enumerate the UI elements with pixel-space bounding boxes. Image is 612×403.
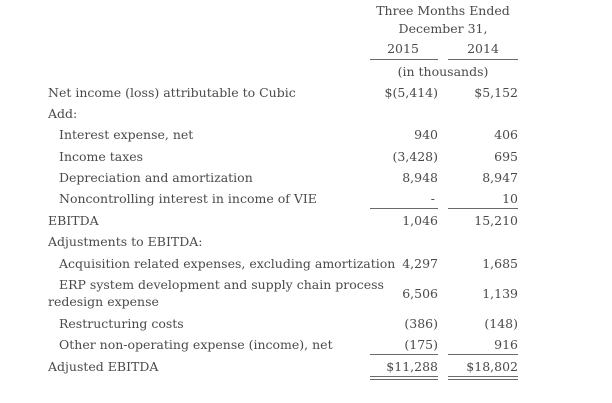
year-2015-underline <box>370 59 438 60</box>
double-rule-top-2014 <box>448 376 518 377</box>
row-label-net-income: Net income (loss) attributable to Cubic <box>48 85 296 100</box>
row-label-restructuring: Restructuring costs <box>59 316 184 331</box>
row-label-income-taxes: Income taxes <box>59 149 144 164</box>
period-heading-line2: December 31, <box>398 21 488 36</box>
row-value-2015-adjusted-ebitda: $11,288 <box>386 359 438 374</box>
row-value-2015-acquisition-expenses: 4,297 <box>402 256 438 271</box>
period-heading-line1: Three Months Ended <box>376 3 510 18</box>
year-2015-heading: 2015 <box>387 41 419 56</box>
double-rule-top-2015 <box>370 376 438 377</box>
total-rule-2015 <box>370 354 438 355</box>
total-rule-2014 <box>448 354 518 355</box>
row-value-2014-depreciation: 8,947 <box>482 170 518 185</box>
row-value-2014-income-taxes: 695 <box>494 149 518 164</box>
units-label: (in thousands) <box>397 64 489 79</box>
row-value-2014-interest-expense: 406 <box>494 127 518 142</box>
subtotal-rule-2015 <box>370 208 438 209</box>
double-rule-bottom-2014 <box>448 379 518 380</box>
row-label-acquisition-expenses: Acquisition related expenses, excluding amortization <box>59 256 396 271</box>
row-value-2015-depreciation: 8,948 <box>402 170 438 185</box>
row-label-erp-line1: ERP system development and supply chain process <box>59 277 384 292</box>
row-label-interest-expense: Interest expense, net <box>59 127 194 142</box>
row-value-2015-noncontrolling-interest: - <box>430 191 435 206</box>
row-value-2014-noncontrolling-interest: 10 <box>502 191 518 206</box>
row-value-2015-erp: 6,506 <box>402 286 438 301</box>
double-rule-bottom-2015 <box>370 379 438 380</box>
row-value-2014-net-income: $5,152 <box>474 85 518 100</box>
row-label-depreciation: Depreciation and amortization <box>59 170 253 185</box>
row-value-2015-net-income: $(5,414) <box>384 85 438 100</box>
row-value-2014-other-non-operating: 916 <box>494 337 518 352</box>
row-label-add: Add: <box>48 106 78 121</box>
row-label-other-non-operating: Other non-operating expense (income), net <box>59 337 333 352</box>
row-label-erp-line2: redesign expense <box>48 294 159 309</box>
year-2014-underline <box>448 59 518 60</box>
row-value-2015-income-taxes: (3,428) <box>392 149 438 164</box>
subtotal-rule-2014 <box>448 208 518 209</box>
row-value-2014-adjusted-ebitda: $18,802 <box>466 359 518 374</box>
row-value-2014-ebitda: 15,210 <box>474 213 518 228</box>
row-value-2015-restructuring: (386) <box>404 316 438 331</box>
row-label-noncontrolling-interest: Noncontrolling interest in income of VIE <box>59 191 317 206</box>
row-label-adjustments: Adjustments to EBITDA: <box>48 234 203 249</box>
row-value-2015-interest-expense: 940 <box>414 127 438 142</box>
row-value-2014-erp: 1,139 <box>482 286 518 301</box>
row-value-2015-ebitda: 1,046 <box>402 213 438 228</box>
row-label-adjusted-ebitda: Adjusted EBITDA <box>48 359 159 374</box>
row-value-2014-acquisition-expenses: 1,685 <box>482 256 518 271</box>
row-value-2014-restructuring: (148) <box>484 316 518 331</box>
row-label-ebitda: EBITDA <box>48 213 99 228</box>
year-2014-heading: 2014 <box>467 41 499 56</box>
row-value-2015-other-non-operating: (175) <box>404 337 438 352</box>
